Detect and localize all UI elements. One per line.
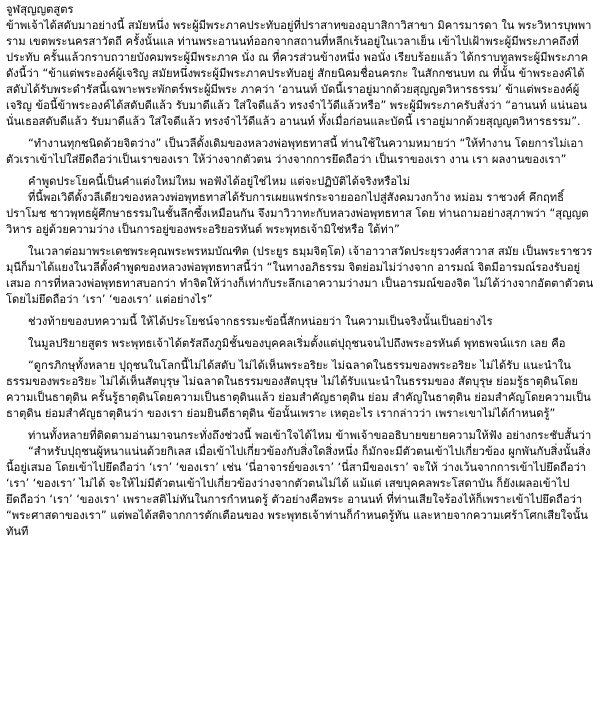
document-title: จูฬสุญญตสูตร [6, 3, 74, 16]
paragraph-abhidhamma-view: ในเวลาต่อมาพระเดชพระคุณพระพรหมบัณฑิต (ประยูร ธมฺมจิตฺโต) เจ้าอาวาสวัดประยุรวงศ์สาวาส สมัย เป็นพระราชวรมุนีก็มาได้แยงในวลีดั้งคำพูดของหลวงพ่อพุทธทาสนี้ว่า “ในทางอภิธรรม จิตย่อมไม่ว่างจาก อารมณ์ จิตมีอารมณ์รองรับอยู่เสมอ การที่หลวงพ่อพุทธทาสบอกว่า ทำจิตให้ว่างก็เท่ากับระลึกเอาความว่างมา เป็นอารมณ์ของจิต ไม่ได้ว่างจากอัตตาตัวตนโดยไม่ยึดถือว่า ‘เรา’ ‘ของเรา’ แต่อย่างไร” [6, 245, 594, 306]
paragraph-reader-note: ท่านทั้งหลายที่ติดตามอ่านมาจนกระทั่งถึงช่วงนี้ พอเข้าใจได้ไหม ข้าพเจ้าขออธิบายขยายความให้ฟัง อย่างกระชับสั้นว่า [28, 429, 592, 442]
paragraph-mulapariyaya: ในมูลปริยายสูตร พระพุทธเจ้าได้ตรัสถึงภูมิชั้นของบุคคลเริ่มตั้งแต่ปุถุชนจนไปถึงพระอรหันต์ พุทธพจน์แรก เลย คือ [28, 337, 566, 350]
paragraph-sutta-quote: “ดูกรภิกษุทั้งหลาย ปุถุชนในโลกนี้ไม่ได้สดับ ไม่ได้เห็นพระอริยะ ไม่ฉลาดในธรรมของพระอริยะ ไม่ได้รับ แนะนำในธรรมของพระอริยะ ไม่ได้เห็นสัตบุรุษ ไม่ฉลาดในธรรมของสัตบุรุษ ไม่ได้รับแนะนำในธรรมของ สัตบุรุษ ย่อมรู้ธาตุดินโดยความเป็นธาตุดิน ครั้นรู้ธาตุดินโดยความเป็นธาตุดินแล้ว ย่อมสำคัญธาตุดิน ย่อม สำคัญในธาตุดิน ย่อมสำคัญโดยความเป็นธาตุดิน ย่อมสำคัญธาตุดินว่า ของเรา ย่อมยินดีธาตุดิน ข้อนั้นเพราะ เหตุอะไร เรากล่าวว่า เพราะเขาไม่ได้กำหนดรู้” [6, 359, 591, 420]
paragraph-kukrit-debate: ที่นี้พอเวิดีดั้งวลีเดียวของหลวงพ่อพุทธทาสได้รับการเผยแพร่กระจายออกไปสู่สังคมวงกว้าง หม่อม ราชวงศ์ คึกฤทธิ์ ปราโมช ชาวพุทธผู้ศึกษาธรรมในชั้นลึกซึ้งเหมือนกัน จึงมาวิวาทะกับหลวงพ่อพุทธทาส โดย ท่านถามอย่างสุภาพว่า “สุญญตวิหาร อยู่ด้วยความว่าง เป็นการอยู่ของพระอริยอรหันต์ พระพุทธเจ้ามิใช่หรือ ใต้ท่า” [6, 191, 589, 236]
paragraph-explanation: “สำหรับปุถุชนผู้หนาแน่นด้วยกิเลส เมื่อเข้าไปเกี่ยวข้องกับสิ่งใดสิ่งหนึ่ง ก็มักจะมีตัวตนเข้าไปเกี่ยวข้อง ผูกพันกับสิ่งนั้นสิ่งนี้อยู่เสมอ โดยเข้าไปยึดถือว่า ‘เรา’ ‘ของเรา’ เช่น ‘นี่อาจารย์ของเรา’ ‘นี่สามีของเรา’ จะให้ ว่างเว้นจากการเข้าไปยึดถือว่า ‘เรา’ ‘ของเรา’ ไม่ได้ จะให้ไม่มีตัวตนเข้าไปเกี่ยวข้องว่างจากตัวตนไม่ได้ แม้แต่ เสขบุคคลพระโสดาบัน ก็ยังเผลอเข้าไปยึดถือว่า ‘เรา’ ‘ของเรา’ เพราะสติไม่ทันในการกำหนดรู้ ตัวอย่างคือพระ อานนท์ ที่ท่านเสียใจร้องไห้ก็เพราะเข้าไปยึดถือว่า “พระศาสดาของเรา” แต่พอได้สติจากการตักเตือนของ พระพุทธเจ้าท่านก็กำหนดรู้ทัน และหายจากความเศร้าโศกเสียใจนั้นทันที [6, 445, 591, 538]
paragraph-question: คำพูดประโยคนี้เป็นคำแต่งใหม่ใหม พอฟังได้อยู่ใช่ไหม แต่จะปฏิบัติได้จริงหรือไม่ [28, 175, 411, 188]
paragraph-intro: ข้าพเจ้าได้สดับมาอย่างนี้ สมัยหนึ่ง พระผู้มีพระภาคประทับอยู่ที่ปราสาทของอุบาสิกาวิสาขา มิคารมารดา ใน พระวิหารบุพพาราม เขตพระนครสาวัตถี ครั้งนั้นแล ท่านพระอานนท์ออกจากสถานที่หลีกเร้นอยู่ในเวลาเย็น เข้าไปเฝ้าพระผู้มีพระภาคถึงที่ประทับ ครั้นแล้วกราบถวายบังคมพระผู้มีพระภาค นั่ง ณ ที่ควรส่วนข้างหนึ่ง พอนั่ง เรียบร้อยแล้ว ได้กราบทูลพระผู้มีพระภาคดังนี้ว่า “ข้าแต่พระองค์ผู้เจริญ สมัยหนึ่งพระผู้มีพระภาคประทับอยู่ สักยนิคมชื่อนครกะ ในสักกชนบท ณ ที่นั้น ข้าพระองค์ได้สดับได้รับพระดำรัสนี้เฉพาะพระพักตร์พระผู้มีพระ ภาคว่า ‘อานนท์ บัดนี้เราอยู่มากด้วยสุญญตวิหารธรรม’ ข้าแต่พระองค์ผู้เจริญ ข้อนี้ข้าพระองค์ได้สดับดีแล้ว รับมาดีแล้ว ใส่ใจดีแล้ว ทรงจำไว้ดีแล้วหรือ” พระผู้มีพระภาครับสั่งว่า “อานนท์ แน่นอน นั่นเธอสดับดีแล้ว รับมาดีแล้ว ใส่ใจดีแล้ว ทรงจำไว้ดีแล้ว อานนท์ ทั้งเมื่อก่อนและบัดนี้ เราอยู่มากด้วยสุญญตวิหารธรรม”. [6, 19, 592, 128]
paragraph-empty-mind-phrase: “ทำงานทุกชนิดด้วยจิตว่าง” เป็นวลีดั้งเดิมของหลวงพ่อพุทธทาสนี้ ท่านใช้ในความหมายว่า “ให้ทำงาน โดยการไม่เอาตัวเราเข้าไปใส่ยึดถือว่าเป็นเราของเรา ให้ว่างจากตัวตน ว่างจากการยึดถือว่า เป็นเราของเรา งาน เรา ผลงานของเรา” [6, 137, 584, 166]
paragraph-conclusion-intro: ช่วงท้ายของบทความนี้ ให้ได้ประโยชน์จากธรรมะข้อนี้สักหน่อยว่า ในความเป็นจริงนั้นเป็นอย่างไร [28, 315, 493, 328]
